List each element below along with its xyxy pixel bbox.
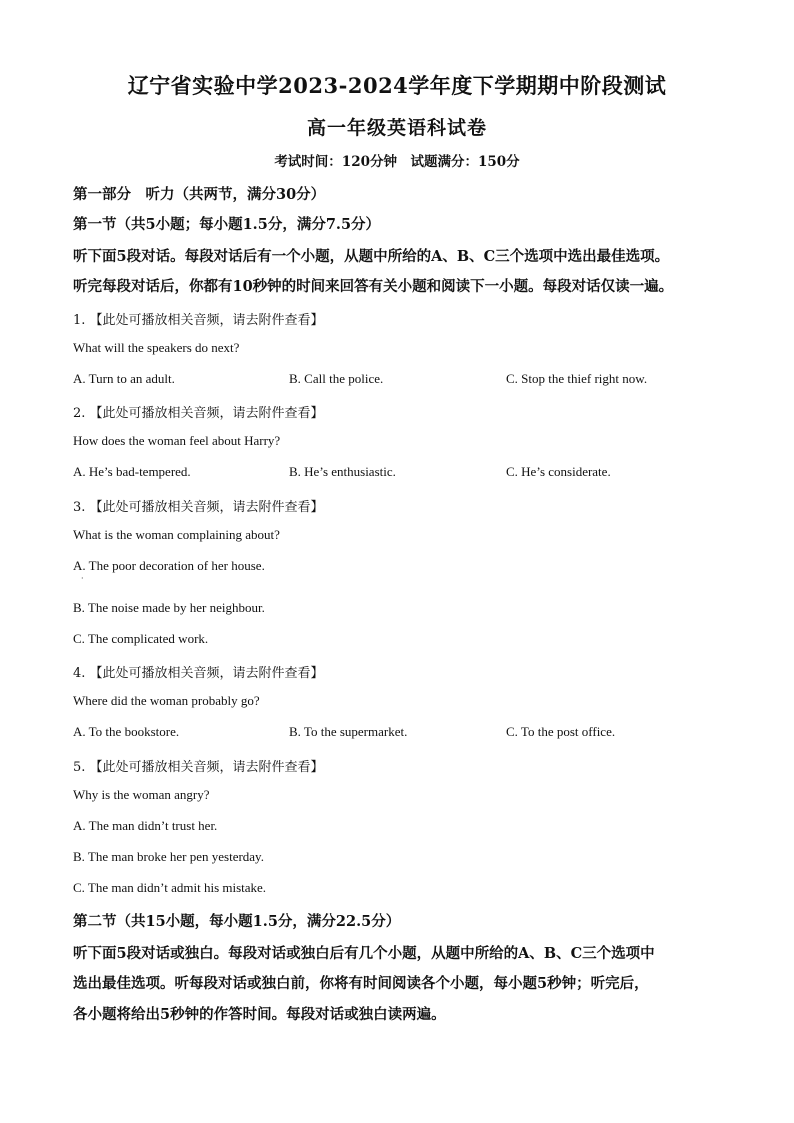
- question-text: Where did the woman probably go?: [73, 693, 260, 708]
- option-c: C. The man didn’t admit his mistake.: [73, 880, 267, 895]
- option-c: C. The complicated work.: [73, 631, 209, 646]
- question-text: What is the woman complaining about?: [73, 527, 280, 542]
- section2-heading: 第二节（共15小题，每小题1.5分，满分22.5分）: [73, 913, 401, 930]
- section1-instruction-line: 听完每段对话后，你都有10秒钟的时间来回答有关小题和阅读下一小题。每段对话仅读一遍。: [73, 278, 674, 295]
- option-b: B. The man broke her pen yesterday.: [73, 849, 264, 864]
- option-c: C. He’s considerate.: [506, 464, 611, 479]
- section2-instruction-line: 各小题将给出5秒钟的作答时间。每段对话或独白读两遍。: [73, 1006, 446, 1023]
- question-audio-link[interactable]: 4. 【此处可播放相关音频，请去附件查看】: [73, 666, 324, 681]
- option-c: C. To the post office.: [506, 724, 616, 739]
- option-a: A. He’s bad-tempered.: [73, 464, 191, 479]
- section1-instruction-line: 听下面5段对话。每段对话后有一个小题，从题中所给的A、B、C三个选项中选出最佳选项。: [73, 248, 670, 265]
- question-audio-link[interactable]: 2. 【此处可播放相关音频，请去附件查看】: [73, 406, 324, 421]
- option-a: A. To the bookstore.: [73, 724, 180, 739]
- section2-instruction-line: 听下面5段对话或独白。每段对话或独白后有几个小题，从题中所给的A、B、C三个选项中: [73, 945, 655, 962]
- section2-instruction-line: 选出最佳选项。听每段对话或独白前，你将有时间阅读各个小题，每小题5秒钟；听完后，: [73, 975, 649, 992]
- question-text: What will the speakers do next?: [73, 340, 240, 355]
- option-b: B. To the supermarket.: [289, 724, 408, 739]
- option-a: A. The poor decoration of her house.: [73, 558, 265, 573]
- option-a: A. Turn to an adult.: [73, 371, 175, 386]
- page-subtitle: 高一年级英语科试卷: [306, 117, 487, 139]
- question-audio-link[interactable]: 1. 【此处可播放相关音频，请去附件查看】: [73, 313, 324, 328]
- option-b: B. The noise made by her neighbour.: [73, 600, 265, 615]
- option-a: A. The man didn’t trust her.: [73, 818, 218, 833]
- section1-heading: 第一节（共5小题；每小题1.5分，满分7.5分）: [73, 216, 381, 233]
- question-text: How does the woman feel about Harry?: [73, 433, 281, 448]
- option-c: C. Stop the thief right now.: [506, 371, 648, 386]
- question-text: Why is the woman angry?: [73, 787, 210, 802]
- exam-info: 考试时间：120分钟 试题满分：150分: [274, 154, 520, 170]
- question-audio-link[interactable]: 3. 【此处可播放相关音频，请去附件查看】: [73, 500, 324, 515]
- option-b: B. Call the police.: [289, 371, 384, 386]
- stray-dot-mark: ·: [81, 574, 84, 583]
- option-b: B. He’s enthusiastic.: [289, 464, 396, 479]
- page-title: 辽宁省实验中学2023-2024学年度下学期期中阶段测试: [127, 73, 667, 98]
- part1-heading: 第一部分 听力（共两节，满分30分）: [73, 186, 326, 203]
- question-audio-link[interactable]: 5. 【此处可播放相关音频，请去附件查看】: [73, 760, 324, 775]
